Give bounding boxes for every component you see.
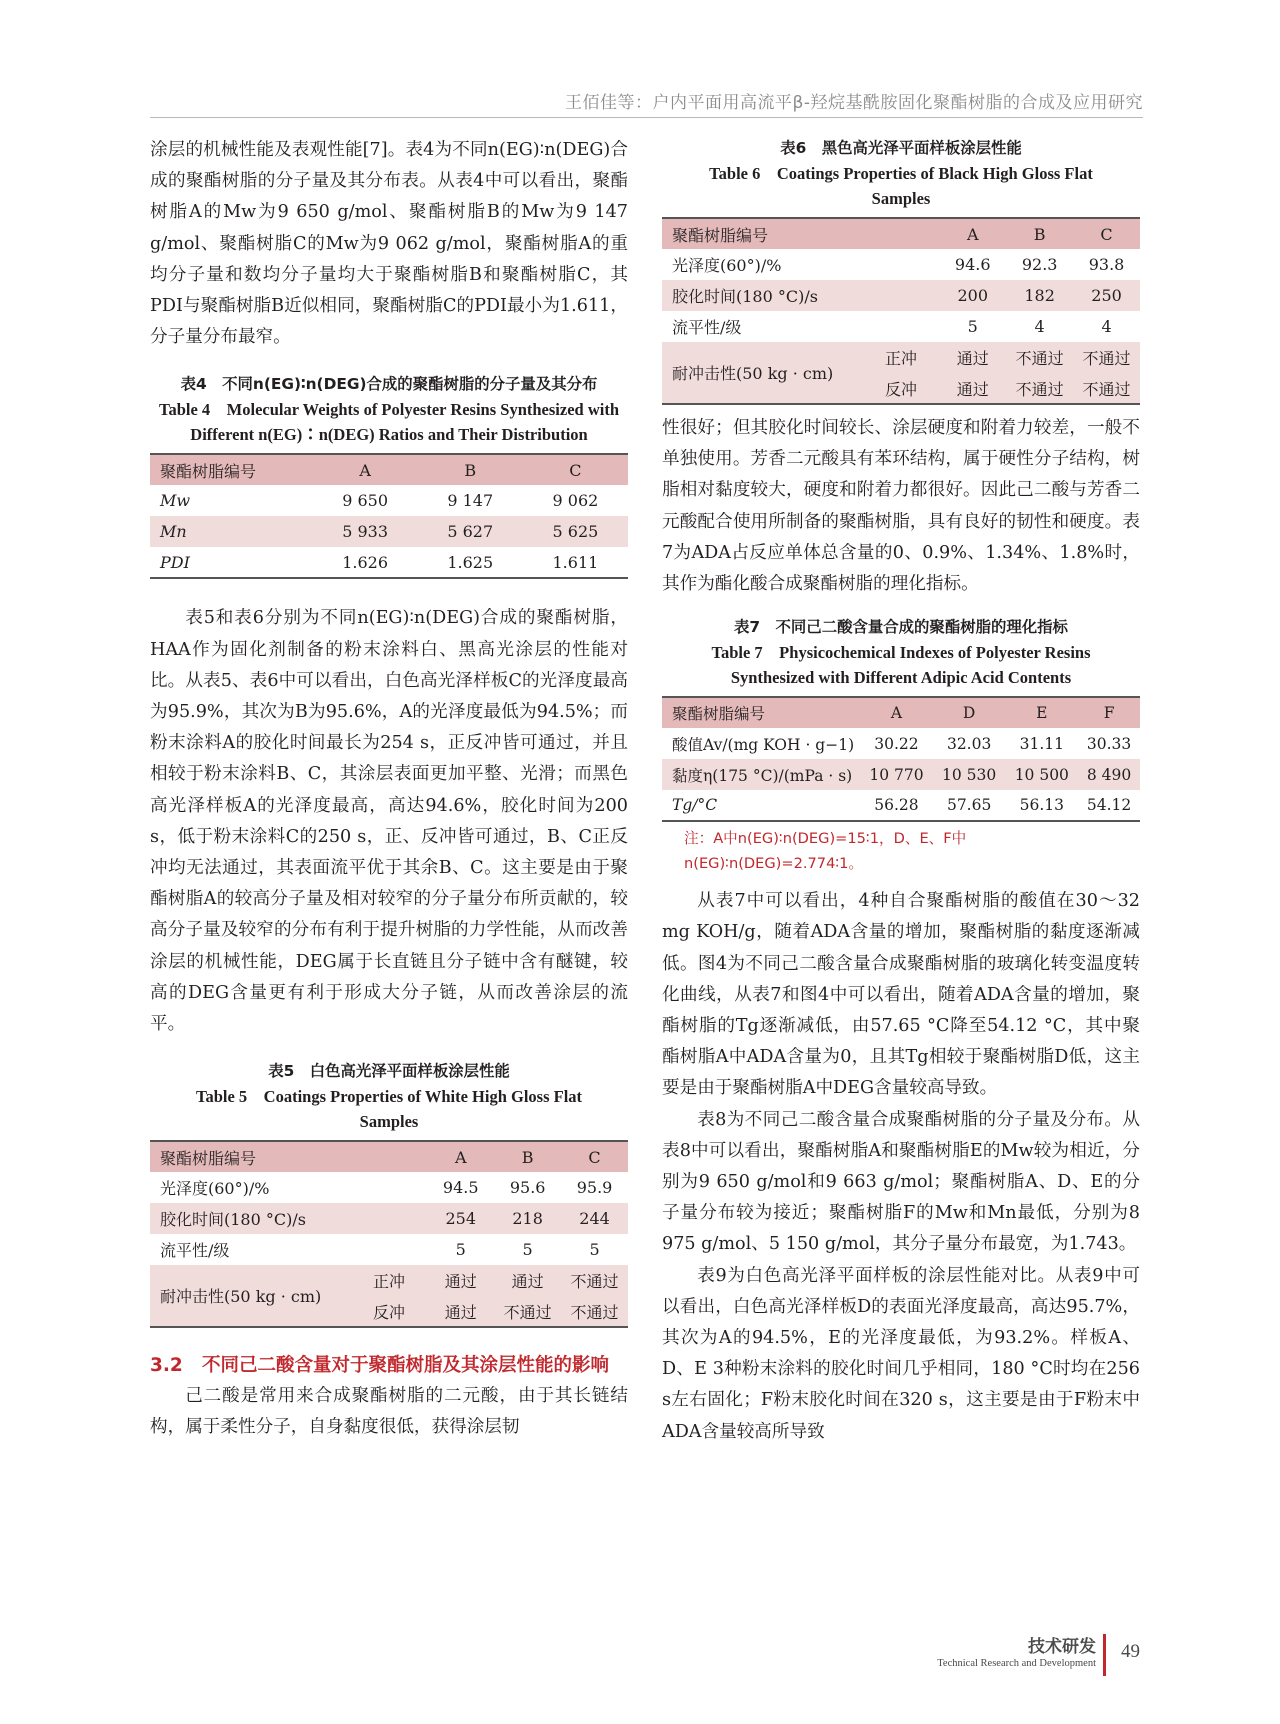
left-paragraph-2: 表5和表6分别为不同n(EG)∶n(DEG)合成的聚酯树脂，HAA作为固化剂制备的粉末涂料白、黑高光涂层的性能对比。从表5、表6中可以看出，白色高光泽样板C的光泽度最高为95.9%，其次为B为95.6%，A的光泽度最低为94.5%；而粉末涂料A的胶化时间最长为254 s，正反冲皆可通过，并且相较于粉末涂料B、C，其涂层表面更加平整、光滑；而黑色高光泽样板A的光泽度最高，高达94.6%，胶化时间为200 s，低于粉末涂料C的250 s，正、反冲皆可通过，B、C正反冲均无法通过，其表面流平优于其余B、C。这主要是由于聚酯树脂A的较高分子量及相对较窄的分子量分布所贡献的，较高分子量及较窄的分布有利于提升树脂的力学性能，从而改善涂层的机械性能，DEG属于长直链且分子链中含有醚键，较高的DEG含量更有利于形成大分子链，从而改善涂层的流平。 [150,608,628,1035]
right-paragraph-1: 性很好；但其胶化时间较长、涂层硬度和附着力较差，一般不单独使用。芳香二元酸具有苯环结构，属于硬性分子结构，树脂相对黏度较大，硬度和附着力都很好。因此己二酸与芳香二元酸配合使用所制备的聚酯树脂，具有良好的韧性和硬度。表7为ADA占反应单体总含量的0、0.9%、1.34%、1.8%时，其作为酯化酸合成聚酯树脂的理化指标。 [662,418,1140,595]
table5-cell: 不通过 [494,1296,561,1327]
table6-cell: 反冲 [863,373,940,404]
table7-caption-en: Table 7 Physicochemical Indexes of Polyester Resins Synthesized with Different Adipic Acid Contents [711,643,1091,688]
table-row [662,311,1140,342]
table6 [662,217,1140,405]
table-row [150,1172,628,1203]
section-title: 不同己二酸含量对于聚酯树脂及其涂层性能的影响 [202,1355,610,1377]
table7-cell: 10 530 [933,759,1006,790]
table5-cell: 95.9 [576,1178,613,1198]
table5-cell: 5 [589,1240,600,1260]
table5-cell: 不通过 [561,1296,628,1327]
right-paragraph-4: 表9为白色高光泽平面样板的涂层性能对比。从表9中可以看出，白色高光泽样板D的表面光泽度最高，高达95.7%，其次为A的94.5%，E的光泽度最低，为93.2%。样板A、D、E 3种粉末涂料的胶化时间几乎相同，180 °C时均在256 s左右固化；F粉末胶化时间在320 s，这主要是由于F粉末中ADA含量较高所导致 [662,1265,1140,1442]
table6-caption-en: Table 6 Coatings Properties of Black High Gloss Flat Samples [709,164,1093,208]
table7-row-label: 黏度η(175 °C)/(mPa · s) [662,759,860,790]
page-footer [880,1632,1140,1682]
table6-row-label: 流平性/级 [672,318,742,337]
table4-cell: 5 625 [523,516,628,547]
table-row [662,728,1140,759]
table6-row-label: 胶化时间(180 °C)/s [662,280,939,311]
right-paragraph-3: 表8为不同己二酸含量合成聚酯树脂的分子量及分布。从表8中可以看出，聚酯树脂A和聚酯树脂E的Mw较为相近，分别为9 650 g/mol和9 663 g/mol；聚酯树脂A、D、E的分子量分布较为接近；聚酯树脂F的Mw和Mn最低，分别为8 975 g/mol、5 150 g/mol，其分子量分布最宽，为1.743。 [662,1109,1140,1255]
table7-cell: 57.65 [933,790,1006,821]
table4-header-cell: 聚酯树脂编号 [150,454,313,485]
table5-cell: 通过 [494,1265,561,1296]
table-row [662,280,1140,311]
table-row [150,547,628,578]
table5-row-label: 流平性/级 [160,1241,230,1261]
table7-caption-cn: 表7 不同己二酸含量合成的聚酯树脂的理化指标 [734,618,1068,637]
table6-cell: 通过 [939,342,1006,373]
table4-cell: 1.611 [523,547,628,578]
table5-cell: 5 [455,1240,466,1260]
table5-row-label: 胶化时间(180 °C)/s [150,1203,427,1234]
table4-cell: 5 933 [313,516,418,547]
table7-header-cell: F [1078,697,1140,728]
table5-cell: 218 [494,1203,561,1234]
table6-cell: 不通过 [1006,373,1073,404]
table-row [662,759,1140,790]
section-heading [150,1350,628,1381]
footer-section-cn: 技术研发 [1028,1637,1096,1657]
page-number: 49 [1121,1641,1140,1662]
table-row [150,1234,628,1265]
table-row [150,1265,628,1296]
table-row [150,1203,628,1234]
table6-cell: 不通过 [1073,373,1140,404]
footer-section-en: Technical Research and Development [937,1658,1096,1669]
running-header [150,88,1143,118]
table7-header-cell: E [1005,697,1078,728]
running-title: 王佰佳等：户内平面用高流平β-羟烷基酰胺固化聚酯树脂的合成及应用研究 [565,93,1143,113]
table6-cell: 94.6 [954,255,991,274]
table5-cell: 244 [561,1203,628,1234]
table5-header-cell: 聚酯树脂编号 [150,1141,427,1172]
table5-header-cell: A [427,1141,494,1172]
table7-header-cell: 聚酯树脂编号 [662,697,860,728]
table6-row-label: 光泽度(60°)/% [672,256,782,275]
table4-cell: 5 627 [418,516,523,547]
table5-caption-cn: 表5 白色高光泽平面样板涂层性能 [268,1062,510,1081]
table7 [662,696,1140,822]
table6-cell: 4 [1101,317,1112,336]
table7-cell: 8 490 [1078,759,1140,790]
table4-caption-en: Table 4 Molecular Weights of Polyester Resins Synthesized with Different n(EG)∶n(DEG) Ratios and Their Distribution [158,400,620,445]
table5-row-label: 光泽度(60°)/% [160,1179,270,1199]
table6-header-cell: B [1006,218,1073,249]
table-row [150,516,628,547]
table5-cell: 254 [427,1203,494,1234]
right-paragraph-2: 从表7中可以看出，4种自合聚酯树脂的酸值在30～32 mg KOH/g，随着ADA含量的增加，聚酯树脂的黏度逐渐减低。图4为不同己二酸含量合成聚酯树脂的玻璃化转变温度转化曲线，从表7和图4中可以看出，随着ADA含量的增加，聚酯树脂的Tg逐渐减低，由57.65 °C降至54.12 °C，其中聚酯树脂A中ADA含量为0，且其Tg相较于聚酯树脂D低，这主要是由于聚酯树脂A中DEG含量较高导致。 [662,891,1140,1099]
table4-caption-cn: 表4 不同n(EG)∶n(DEG)合成的聚酯树脂的分子量及其分布 [180,375,598,394]
table4-header-cell: C [523,454,628,485]
table7-cell: 31.11 [1019,734,1064,753]
table4-cell: 1.626 [313,547,418,578]
table5-cell: 不通过 [561,1265,628,1296]
table7-cell: 30.33 [1086,734,1132,753]
table6-impact-label: 耐冲击性(50 kg · cm) [662,342,863,404]
table7-header-cell: D [933,697,1006,728]
table7-cell: 32.03 [946,734,992,753]
table6-header-cell: 聚酯树脂编号 [662,218,939,249]
table4-header-cell: A [313,454,418,485]
table4-cell: 1.625 [418,547,523,578]
section-number: 3.2 [150,1355,183,1377]
table7-row-label: Tg/°C [662,790,860,821]
table6-cell: 通过 [939,373,1006,404]
table5-cell: 正冲 [351,1265,428,1296]
table5-header-cell: C [561,1141,628,1172]
table-row [662,342,1140,373]
table-row [150,485,628,516]
table5-cell: 通过 [427,1296,494,1327]
table6-cell: 不通过 [1073,342,1140,373]
left-column [150,135,628,1444]
table6-cell: 250 [1073,280,1140,311]
table7-cell: 10 770 [860,759,933,790]
table6-cell: 4 [1034,317,1045,336]
table6-header-cell: A [939,218,1006,249]
table5-header-cell: B [494,1141,561,1172]
table-row [662,790,1140,821]
table4-cell: 9 650 [342,491,388,511]
table6-caption-cn: 表6 黑色高光泽平面样板涂层性能 [780,139,1022,157]
table5-cell: 94.5 [442,1178,479,1198]
table6-cell: 5 [967,317,978,336]
table7-cell: 56.13 [1005,790,1078,821]
table4-header-cell: B [418,454,523,485]
left-paragraph-1: 涂层的机械性能及表观性能[7]。表4为不同n(EG)∶n(DEG)合成的聚酯树脂的分子量及其分布表。从表4中可以看出，聚酯树脂A的Mw为9 650 g/mol、聚酯树脂B的Mw为9 147 g/mol、聚酯树脂C的Mw为9 062 g/mol，聚酯树脂A的重均分子量和数均分子量均大于聚酯树脂B和聚酯树脂C，其PDI与聚酯树脂B近似相同，聚酯树脂C的PDI最小为1.611，分子量分布最窄。 [150,140,628,348]
table6-cell: 正冲 [863,342,940,373]
table4-row-label: PDI [150,547,313,578]
table5-cell: 5 [522,1240,533,1260]
table6-cell: 不通过 [1006,342,1073,373]
table7-note: 注：A中n(EG)∶n(DEG)=15∶1，D、E、F中n(EG)∶n(DEG)=2.774∶1。 [684,830,967,873]
table5-cell: 反冲 [351,1296,428,1327]
table6-cell: 200 [939,280,1006,311]
table7-cell: 10 500 [1005,759,1078,790]
table5-cell: 通过 [427,1265,494,1296]
table5-cell: 95.6 [509,1178,546,1198]
table4-cell: 9 147 [447,491,494,511]
table4-row-label: Mn [150,516,313,547]
table4-row-label: Mw [160,491,191,511]
footer-divider [1103,1634,1106,1676]
table6-header-cell: C [1073,218,1140,249]
table6-cell: 93.8 [1088,255,1125,274]
right-column [662,135,1140,1448]
table4 [150,453,628,579]
table6-cell: 182 [1006,280,1073,311]
table4-cell: 9 062 [552,491,599,511]
table5-impact-label: 耐冲击性(50 kg · cm) [150,1265,351,1327]
table5 [150,1140,628,1328]
table7-header-cell: A [860,697,933,728]
left-paragraph-3: 己二酸是常用来合成聚酯树脂的二元酸，由于其长链结构，属于柔性分子，自身黏度很低，获得涂层韧 [150,1386,628,1438]
table7-cell: 54.12 [1078,790,1140,821]
table-row [662,249,1140,280]
table5-caption-en: Table 5 Coatings Properties of White High Gloss Flat Samples [195,1087,583,1132]
table7-row-label: 酸值Av/(mg KOH · g−1) [672,735,855,754]
table7-cell: 56.28 [860,790,933,821]
table6-cell: 92.3 [1021,255,1058,274]
table7-cell: 30.22 [874,734,919,753]
